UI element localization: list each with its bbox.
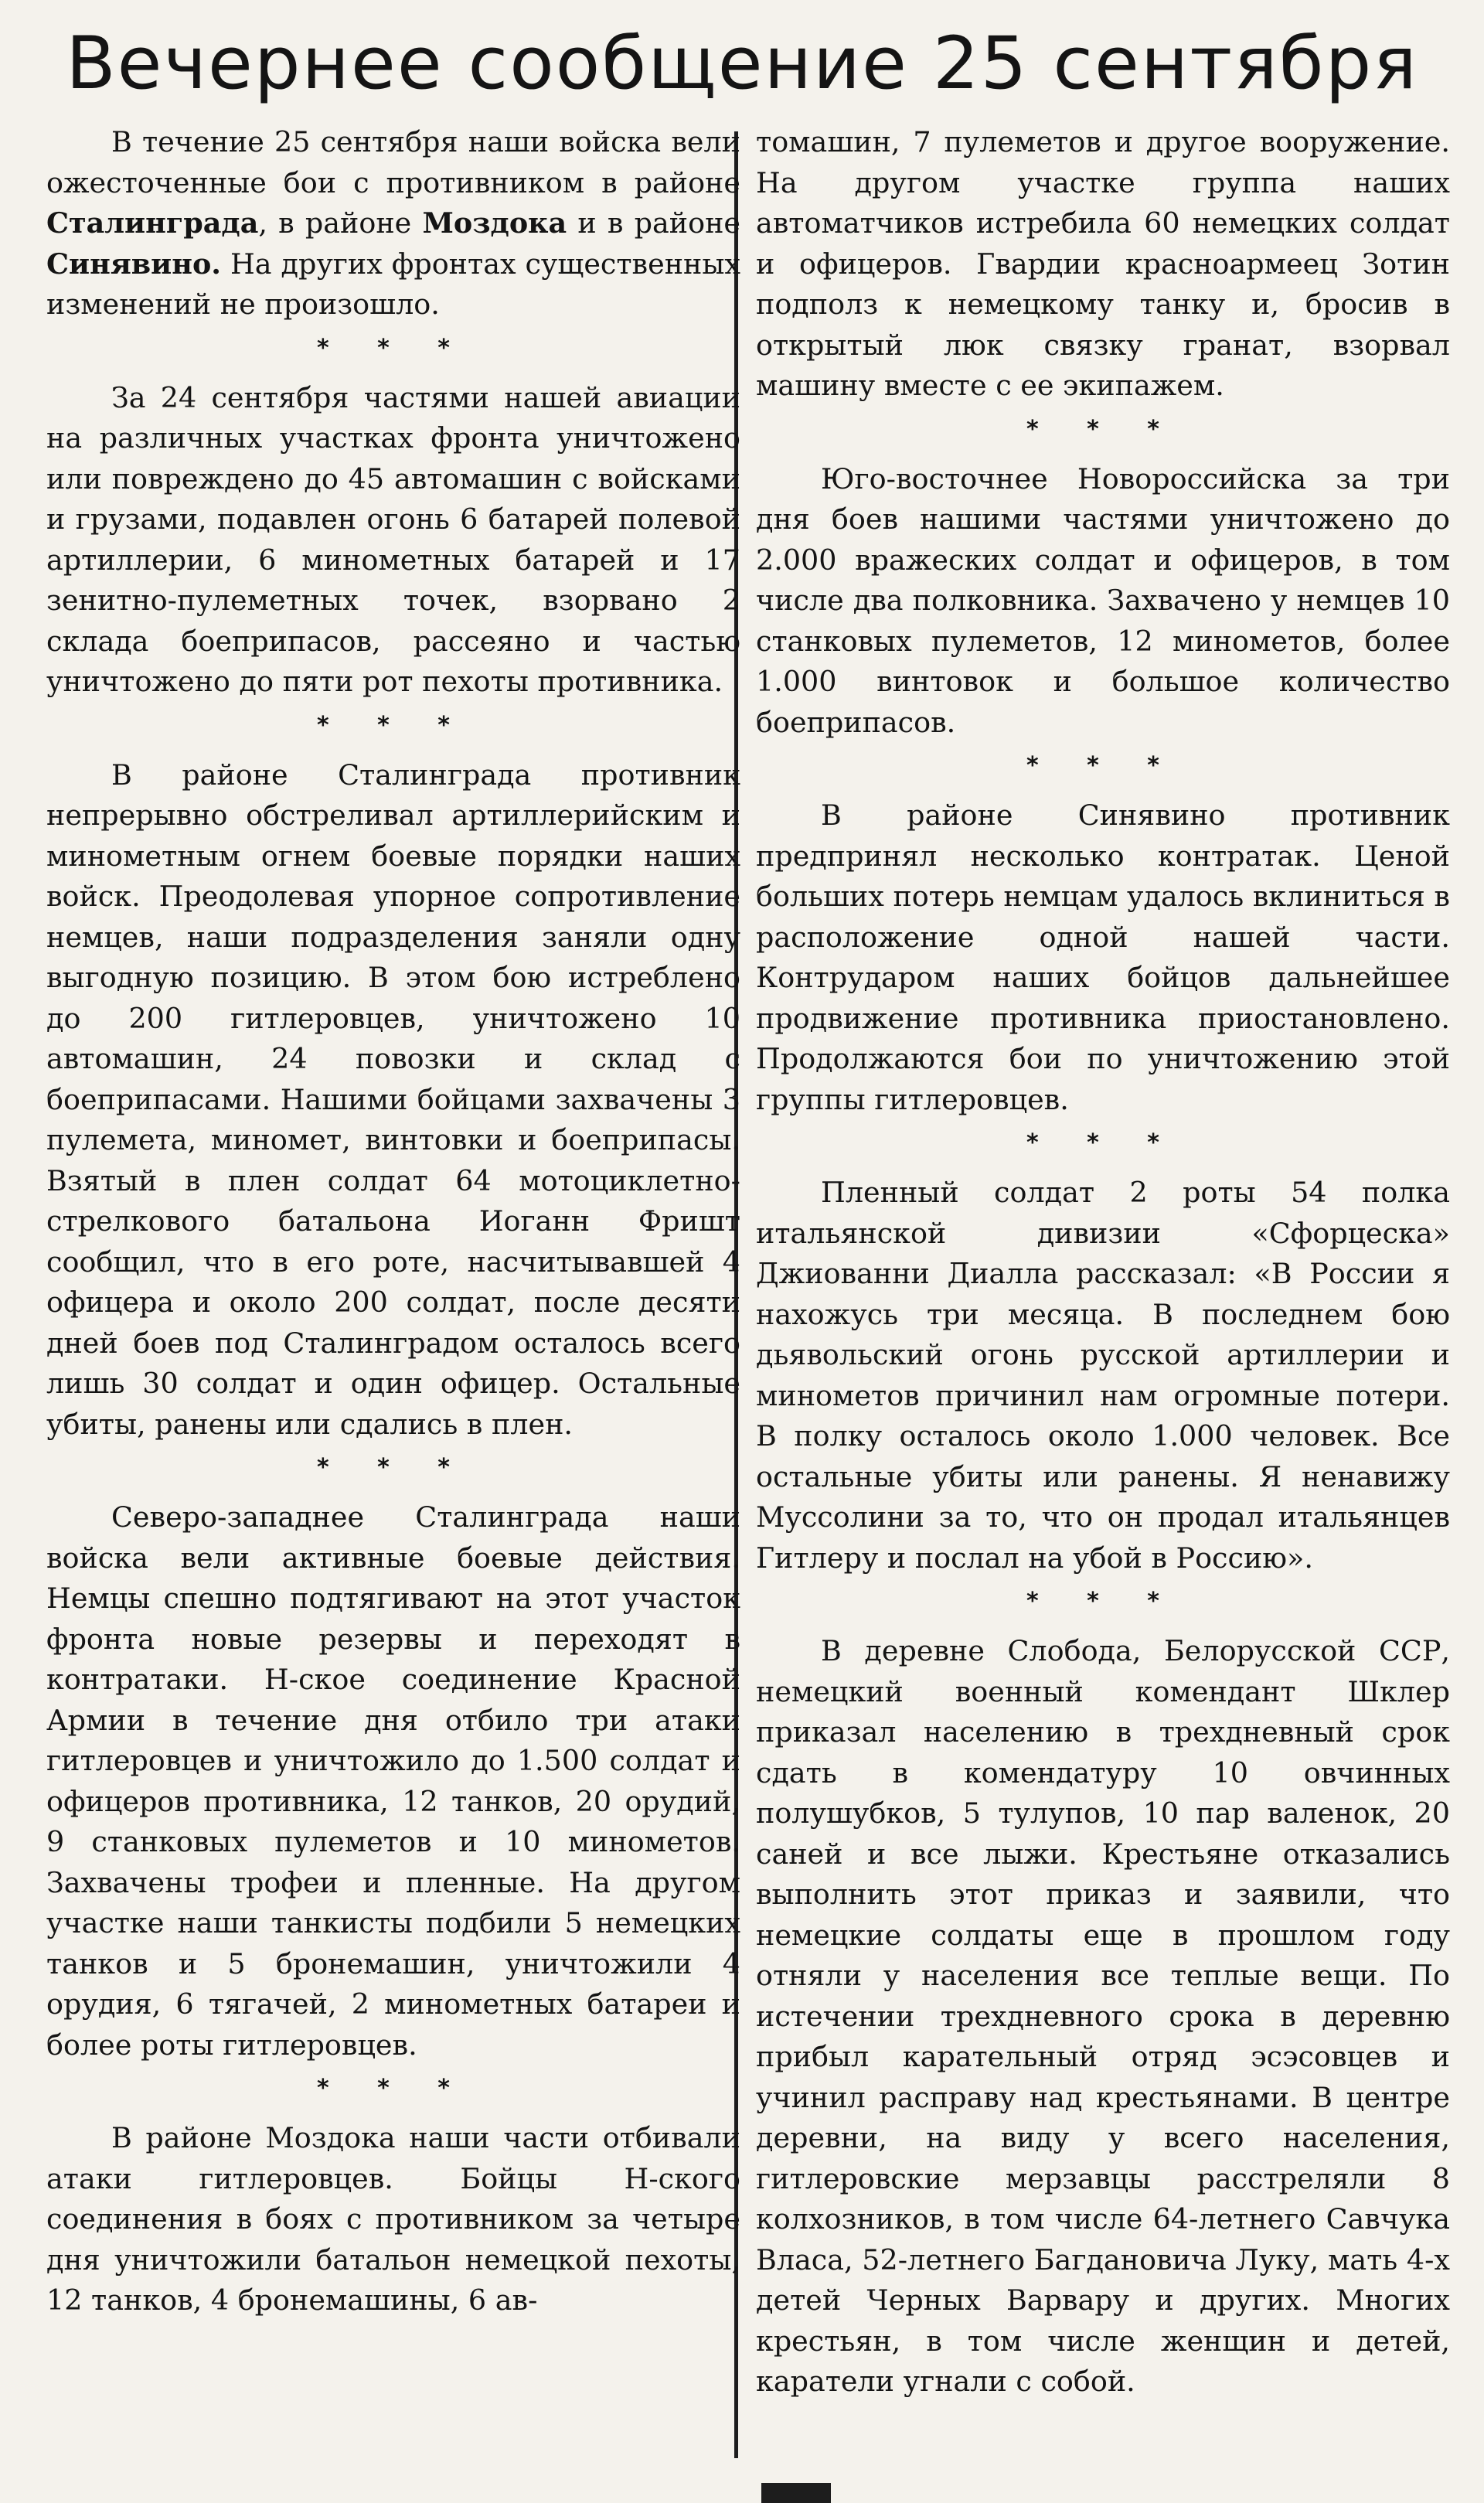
separator-stars: * * *: [1026, 1588, 1179, 1615]
bottom-rule-fragment: [761, 2483, 831, 2503]
paragraph-mozdok: В районе Моздока наши части отбивали атаки гитлеровцев. Бойцы Н-ского соединения в боях с противником за четыре дня уничтожили батальон немецкой пехоты, 12 танков, 4 бронемашины, 6 ав-: [46, 2121, 740, 2317]
paragraph-northwest-stalingrad: Северо-западнее Сталинграда наши войска вели активные боевые действия. Немцы спешно подтягивают на этот участок фронта новые резервы и переходят в контратаки. Н-ское соединение Красной Армии в течение дня отбило три атаки гитлеровцев и уничтожило до 1.500 солдат и офицеров противника, 12 танков, 20 орудий, 9 станковых пулеметов и 10 минометов. Захвачены трофеи и пленные. На другом участке наши танкисты подбили 5 немецких танков и 5 бронемашин, уничтожили 4 орудия, 6 тягачей, 2 минометных батареи и более роты гитлеровцев.: [46, 1500, 740, 2062]
place-sinyavino: Синявино.: [46, 247, 222, 281]
paragraph-summary: [46, 122, 740, 325]
paragraph-sinyavino: В районе Синявино противник предпринял несколько контратак. Ценой больших потерь немцам удалось вклиниться в расположение одной нашей части. Контрударом наших бойцов дальнейшее продвижение противника приостановлено. Продолжаются бои по уничтожению этой группы гитлеровцев.: [756, 799, 1450, 1116]
separator-stars: * * *: [317, 2075, 470, 2102]
separator-stars: * * *: [1026, 752, 1179, 779]
right-column: [756, 122, 1450, 2403]
separator-stars: * * *: [317, 711, 470, 739]
separator-stars: * * *: [1026, 1129, 1179, 1156]
paragraph-sloboda: В деревне Слобода, Белорусской ССР, немецкий военный комендант Шклер приказал населению в трехдневный срок сдать в комендатуру 10 овчинных полушубков, 5 тулупов, 10 пар валенок, 20 саней и все лыжи. Крестьяне отказались выполнить этот приказ и заявили, что немецкие солдаты еще в прошлом году отняли у населения все теплые вещи. По истечении трехдневного срока в деревню прибыл карательный отряд эсэсовцев и учинил расправу над крестьянами. В центре деревни, на виду у всего населения, гитлеровские мерзавцы расстреляли 8 колхозников, в том числе 64-летнего Савчука Власа, 52-летнего Багдановича Луку, мать 4-х детей Черных Варвару и других. Многих крестьян, в том числе женщин и детей, каратели угнали с собой.: [756, 1634, 1450, 2398]
page-title: Вечернее сообщение 25 сентября: [66, 22, 1418, 106]
text-segment: , в районе: [258, 206, 423, 240]
text-segment: и в районе: [567, 206, 740, 240]
paragraph-stalingrad: В районе Сталинграда противник непрерывно обстреливал артиллерийским и минометным огнем боевые порядки наших войск. Преодолевая упорное сопротивление немцев, наши подразделения заняли одну выгодную позицию. В этом бою истреблено до 200 гитлеровцев, уничтожено 10 автомашин, 24 повозки и склад с боеприпасами. Нашими бойцами захвачены 3 пулемета, миномет, винтовки и боеприпасы. Взятый в плен солдат 64 мотоциклетно-стрелкового батальона Иоганн Фришт сообщил, что в его роте, насчитывавшей 4 офицера и около 200 солдат, после десяти дней боев под Сталинградом осталось всего лишь 30 солдат и один офицер. Остальные убиты, ранены или сдались в плен.: [46, 758, 740, 1441]
place-stalingrad: Сталинграда: [46, 206, 259, 240]
paragraph-mozdok-continued: томашин, 7 пулеметов и другое вооружение. На другом участке группа наших автоматчиков истребила 60 немецких солдат и офицеров. Гвардии красноармеец Зотин подполз к немецкому танку и, бросив в открытый люк связку гранат, взорвал машину вместе с ее экипажем.: [756, 125, 1450, 402]
text-segment: В течение 25 сентября наши войска вели ожесточенные бои с противником в районе: [46, 125, 740, 199]
place-mozdok: Моздока: [422, 206, 567, 240]
paragraph-italian-prisoner: Пленный солдат 2 роты 54 полка итальянской дивизии «Сфорцеска» Джиованни Диалла рассказал: «В России я нахожусь три месяца. В последнем бою дьявольский огонь русской артиллерии и минометов причинил нам огромные потери. В полку осталось около 1.000 человек. Все остальные убиты или ранены. Я ненавижу Муссолини за то, что он продал итальянцев Гитлеру и послал на убой в Россию».: [756, 1176, 1450, 1575]
separator-stars: * * *: [317, 1454, 470, 1481]
separator-stars: * * *: [317, 334, 470, 362]
text-segment: На других фронтах существенных изменений не произошло.: [46, 247, 740, 321]
separator-stars: * * *: [1026, 415, 1179, 443]
paragraph-novorossiysk: Юго-восточнее Новороссийска за три дня боев нашими частями уничтожено до 2.000 вражеских солдат и офицеров, в том числе два полковника. Захвачено у немцев 10 станковых пулеметов, 12 минометов, более 1.000 винтовок и большое количество боеприпасов.: [756, 461, 1450, 739]
left-column: [46, 122, 740, 2321]
paragraph-aviation: За 24 сентября частями нашей авиации на различных участках фронта уничтожено или повреждено до 45 автомашин с войсками и грузами, подавлен огонь 6 батарей полевой артиллерии, 6 минометных батарей и 17 зенитно-пулеметных точек, взорвано 2 склада боеприпасов, рассеяно и частью уничтожено до пяти рот пехоты противника.: [46, 380, 740, 698]
